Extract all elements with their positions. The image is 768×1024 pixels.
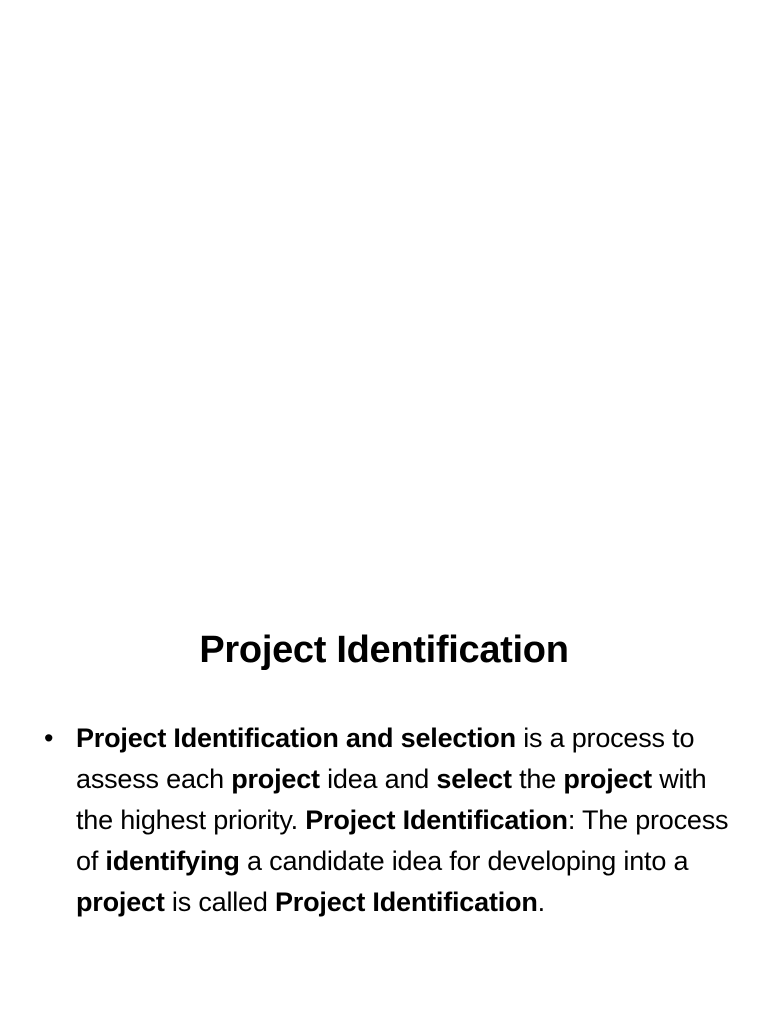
text-segment: a candidate idea for developing into a [239, 846, 689, 876]
bullet-text [76, 723, 728, 917]
bold-phrase: project [76, 887, 165, 917]
bullet-list [44, 718, 734, 923]
text-segment: is a process to assess each [76, 723, 695, 794]
text-segment: with the highest priority. [76, 764, 707, 835]
bullet-item [44, 718, 734, 923]
text-segment: is called [164, 887, 275, 917]
bold-phrase: select [436, 764, 512, 794]
bold-phrase: Project Identification [274, 887, 538, 917]
bold-phrase: project [231, 764, 320, 794]
bold-phrase: identifying [105, 846, 240, 876]
bold-phrase: Project Identification [305, 805, 568, 835]
bullet-icon: • [44, 723, 54, 753]
text-segment: the [511, 764, 564, 794]
slide-title: Project Identification [199, 629, 569, 671]
text-segment: idea and [319, 764, 437, 794]
bold-phrase: project [563, 764, 652, 794]
text-segment: : The process of [76, 805, 729, 876]
bold-phrase: Project Identification and selection [76, 723, 516, 753]
text-segment: . [537, 887, 545, 917]
